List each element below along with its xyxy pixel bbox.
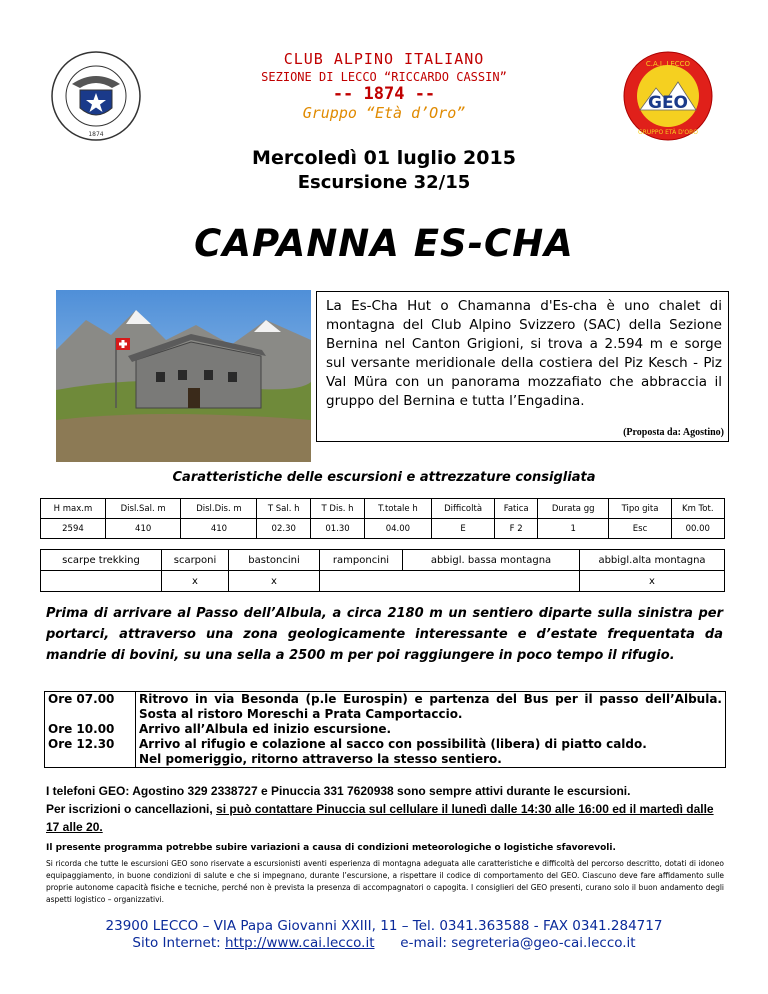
table-header-cell: bastoncini: [229, 550, 320, 571]
signup-schedule: si può contattare Pinuccia sul cellulare il lunedì dalle 14:30 alle 16:00 ed il martedì dalle 17 alle 20.: [46, 802, 714, 834]
table-header-cell: T Sal. h: [257, 499, 311, 519]
schedule-time: Ore 07.00: [48, 692, 115, 706]
table-cell: [41, 571, 162, 592]
group-name: Gruppo “Età d’Oro”: [302, 104, 466, 122]
schedule-text: Ritrovo in via Besonda (p.le Eurospin) e partenza del Bus per il passo dell’Albula. Sosta al ristoro Moreschi a Prata Camportaccio.: [139, 692, 722, 721]
hut-description: La Es-Cha Hut o Chamanna d'Es-cha è uno chalet di montagna del Club Alpino Svizzero (SAC) della Sezione Bernina nel Canton Grigioni, si trova a 2.594 m e sorge sul versante meridionale della costiera del Piz Kesch - Piz Val Müra con un panorama mozzafiato che abbraccia il gruppo del Bernina e tutta l’Engadina.: [326, 298, 722, 409]
event-date: Mercoledì 01 luglio 2015: [252, 147, 516, 169]
table-header-row: [41, 550, 725, 571]
page-title: CAPANNA ES-CHA: [194, 222, 574, 265]
cai-lecco-seal-logo: [50, 50, 142, 142]
website-link[interactable]: http://www.cai.lecco.it: [224, 935, 375, 951]
table-header-cell: H max.m: [41, 499, 106, 519]
table-cell: 02.30: [257, 519, 311, 539]
geo-group-badge-logo: [622, 50, 714, 142]
weather-warning: Il presente programma potrebbe subire variazioni a causa di condizioni meteorologiche o logistiche sfavorevoli.: [46, 843, 616, 853]
contacts-block: [46, 782, 724, 836]
table-row: [41, 519, 725, 539]
table-cell: E: [431, 519, 495, 539]
schedule-text: Arrivo all’Albula ed inizio escursione.: [139, 722, 392, 736]
table-cell: x: [229, 571, 320, 592]
table-header-cell: abbigl. bassa montagna: [403, 550, 580, 571]
table-header-cell: ramponcini: [320, 550, 403, 571]
table-cell: 00.00: [671, 519, 724, 539]
table-cell: 1: [537, 519, 609, 539]
schedule-row: [45, 692, 726, 768]
founding-year: -- 1874 --: [332, 84, 436, 104]
section-name: SEZIONE DI LECCO “RICCARDO CASSIN”: [261, 70, 507, 84]
table-header-cell: scarponi: [162, 550, 229, 571]
table-header-cell: Difficoltà: [431, 499, 495, 519]
table-cell: x: [162, 571, 229, 592]
svg-text:GRUPPO ETÀ D'ORO: GRUPPO ETÀ D'ORO: [638, 129, 698, 136]
signup-text: [46, 800, 724, 836]
table-header-row: [41, 499, 725, 519]
table-header-cell: Tipo gita: [609, 499, 671, 519]
table-cell: 410: [181, 519, 257, 539]
table-cell: Esc: [609, 519, 671, 539]
table-header-cell: scarpe trekking: [41, 550, 162, 571]
schedule-table: [44, 691, 726, 768]
proposer-credit: (Proposta da: Agostino): [623, 427, 724, 438]
schedule-time: Ore 10.00: [48, 722, 115, 736]
table-header-cell: T.totale h: [365, 499, 432, 519]
email-link[interactable]: e-mail: segreteria@geo-cai.lecco.it: [400, 935, 636, 951]
phones-text: I telefoni GEO: Agostino 329 2338727 e Pinuccia 331 7620938 sono sempre attivi durante le escursioni.: [46, 784, 631, 798]
svg-text:1874: 1874: [88, 131, 104, 138]
route-intro: Prima di arrivare al Passo dell’Albula, a circa 2180 m un sentiero diparte sulla sinistra per portarci, attraverso una zona geologicamente interessante e d’estate frequentata da mandrie di bovini, su una sella a 2500 m per poi raggiungere in poco tempo il rifugio.: [46, 606, 723, 663]
table-cell: F 2: [495, 519, 537, 539]
schedule-text: Nel pomeriggio, ritorno attraverso la stesso sentiero.: [139, 752, 502, 766]
table-header-cell: Durata gg: [537, 499, 609, 519]
table-cell: 2594: [41, 519, 106, 539]
table-header-cell: abbigl.alta montagna: [580, 550, 725, 571]
equipment-table: [40, 549, 725, 592]
table-header-cell: Fatica: [495, 499, 537, 519]
footer-address: 23900 LECCO – VIA Papa Giovanni XXIII, 11 – Tel. 0341.363588 - FAX 0341.284717: [105, 918, 663, 934]
characteristics-table: [40, 498, 725, 539]
table-cell: x: [580, 571, 725, 592]
svg-text:GEO: GEO: [647, 93, 689, 113]
disclaimer-notes: Si ricorda che tutte le escursioni GEO sono riservate a escursionisti aventi esperienza di montagna adeguata alle caratteristiche e difficoltà del percorso descritto, dotati di idoneo equipaggiamento, in buone condizioni di salute e che si impegnano, durante l’escursione, a rispettare il codice di comportamento del GEO. Ciascuno deve fare affidamento sulle proprie autonome capacità fisiche e tecniche, perché non è prevista la presenza di accompagnatori o capogita. I consiglieri del GEO presenti, curano solo il buon andamento degli aspetti logistico – organizzativi.: [46, 859, 724, 904]
description-box: [316, 291, 729, 442]
site-label: Sito Internet:: [132, 935, 225, 951]
table-row: [41, 571, 725, 592]
footer-contacts: [40, 935, 728, 951]
characteristics-title: Caratteristiche delle escursioni e attrezzature consigliata: [172, 470, 596, 485]
table-cell: 04.00: [365, 519, 432, 539]
svg-text:C.A.I. LECCO: C.A.I. LECCO: [645, 60, 691, 68]
excursion-number: Escursione 32/15: [297, 172, 471, 193]
club-name: CLUB ALPINO ITALIANO: [283, 50, 485, 68]
table-header-cell: Km Tot.: [671, 499, 724, 519]
schedule-times: [45, 692, 136, 768]
table-cell: 410: [105, 519, 180, 539]
table-header-cell: Disl.Sal. m: [105, 499, 180, 519]
table-header-cell: T Dis. h: [310, 499, 364, 519]
hut-photo: [56, 290, 311, 462]
table-header-cell: Disl.Dis. m: [181, 499, 257, 519]
table-cell: [320, 571, 580, 592]
table-cell: 01.30: [310, 519, 364, 539]
signup-lead: Per iscrizioni o cancellazioni,: [46, 802, 217, 816]
schedule-time-spacer: [48, 707, 132, 722]
schedule-activities: [136, 692, 726, 768]
schedule-text: Arrivo al rifugio e colazione al sacco con possibilità (libera) di piatto caldo.: [139, 737, 647, 751]
schedule-time: Ore 12.30: [48, 737, 115, 751]
